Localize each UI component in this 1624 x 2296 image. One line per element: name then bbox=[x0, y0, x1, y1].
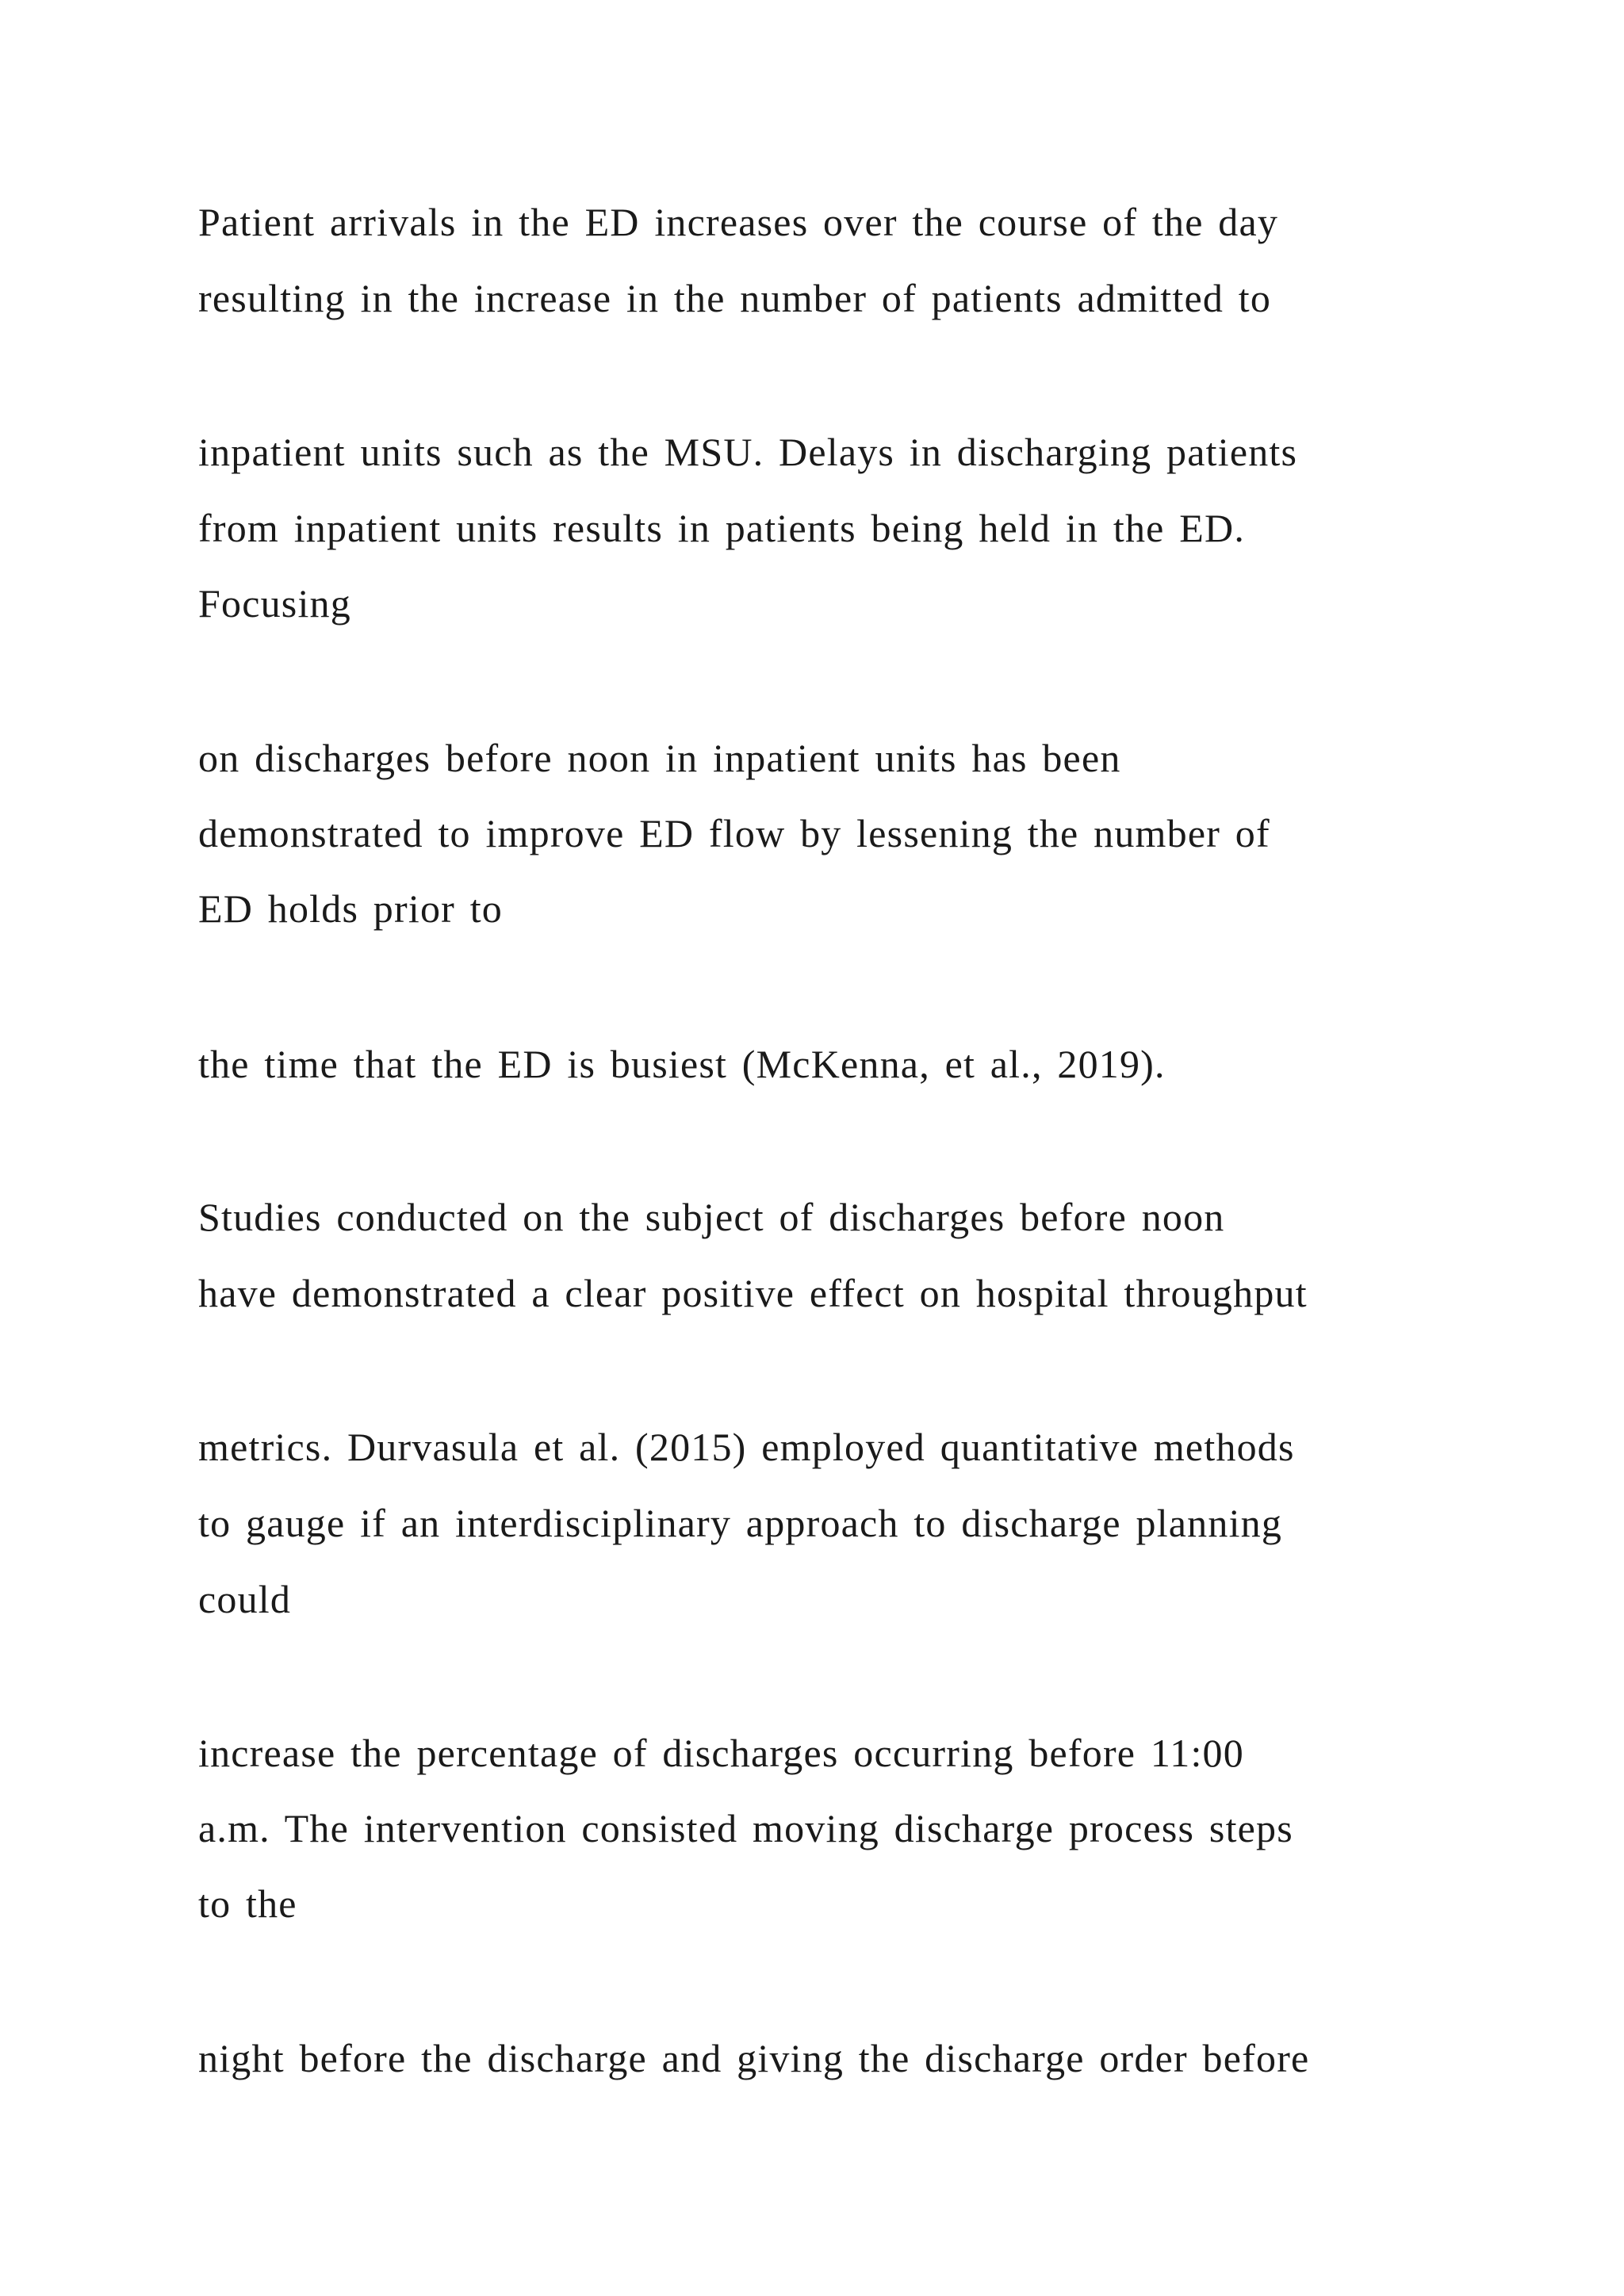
text-line: inpatient units such as the MSU. Delays in discharging patients bbox=[198, 430, 1298, 474]
text-line: Studies conducted on the subject of discharges before noon bbox=[198, 1195, 1225, 1239]
text-line: demonstrated to improve ED flow by lessening the number of bbox=[198, 811, 1270, 855]
text-line: Patient arrivals in the ED increases over the course of the day bbox=[198, 200, 1279, 244]
text-line: could bbox=[198, 1577, 292, 1621]
text-line: night before the discharge and giving the discharge order before bbox=[198, 2036, 1310, 2080]
text-line: resulting in the increase in the number of patients admitted to bbox=[198, 276, 1272, 320]
text-line: Focusing bbox=[198, 581, 351, 626]
text-line: ED holds prior to bbox=[198, 886, 503, 931]
text-line: the time that the ED is busiest (McKenna, et al., 2019). bbox=[198, 1042, 1166, 1086]
text-line: to the bbox=[198, 1881, 297, 1926]
text-line: increase the percentage of discharges occurring before 11:00 bbox=[198, 1731, 1244, 1775]
text-line: on discharges before noon in inpatient units has been bbox=[198, 736, 1121, 780]
text-line: from inpatient units results in patients being held in the ED. bbox=[198, 506, 1246, 550]
text-line: to gauge if an interdisciplinary approach to discharge planning bbox=[198, 1501, 1283, 1545]
text-line: have demonstrated a clear positive effect on hospital throughput bbox=[198, 1271, 1308, 1315]
text-line: metrics. Durvasula et al. (2015) employed quantitative methods bbox=[198, 1425, 1295, 1469]
text-line: a.m. The intervention consisted moving discharge process steps bbox=[198, 1806, 1293, 1850]
